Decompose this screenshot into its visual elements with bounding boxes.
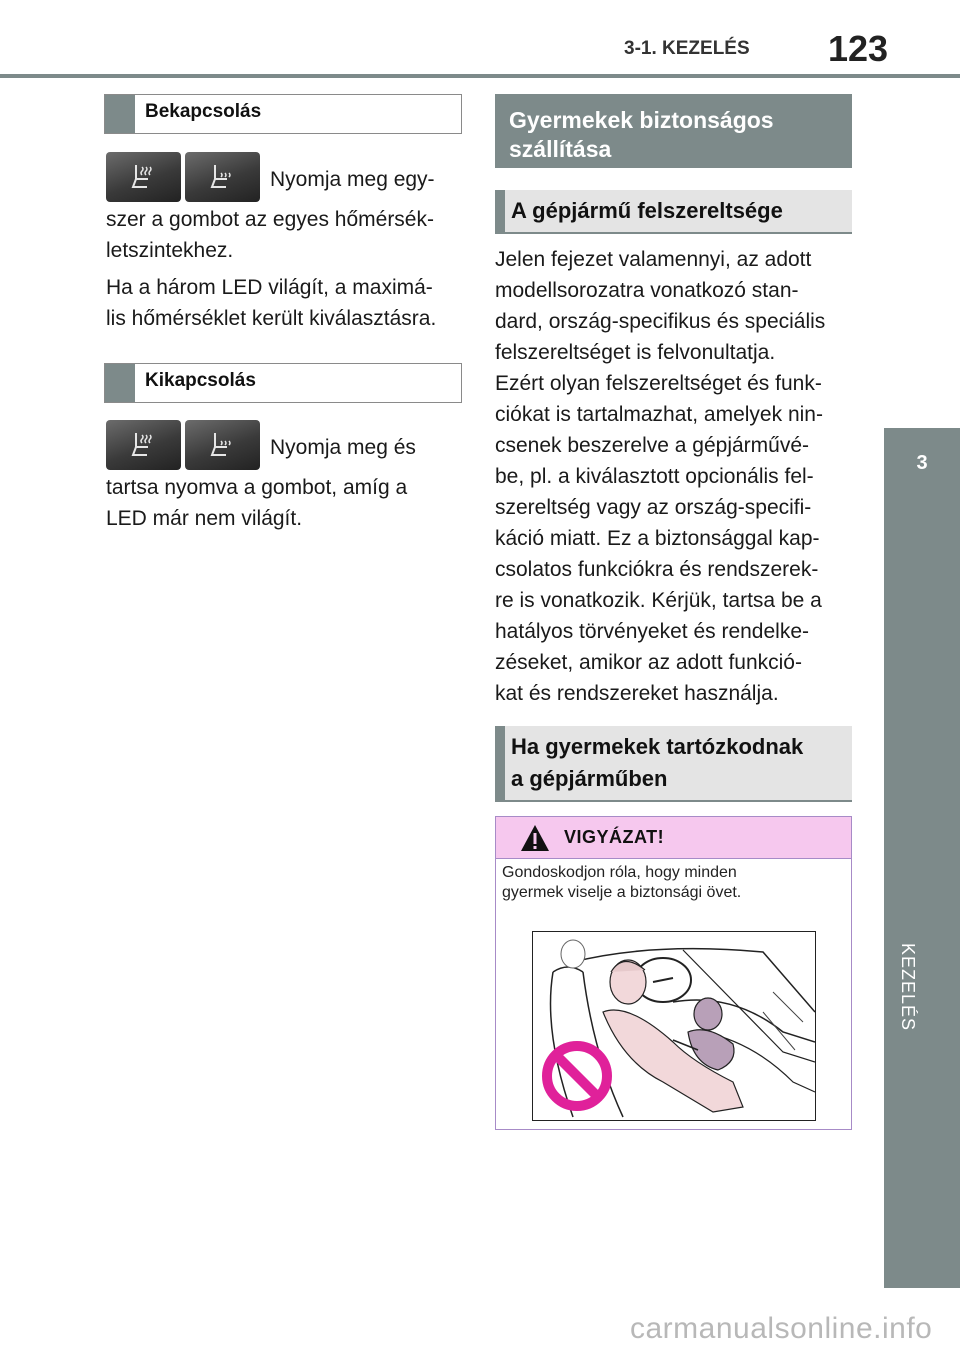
- equipment-heading-bar: [495, 190, 505, 232]
- on-note-2: lis hőmérséklet került kiválasztásra.: [106, 307, 437, 330]
- seat-heat-icon: [130, 431, 156, 459]
- children-heading: [495, 726, 852, 802]
- watermark: carmanualsonline.info: [630, 1312, 933, 1345]
- children-heading-bar: [495, 726, 505, 800]
- chapter-tab: [884, 428, 960, 1288]
- header-rule: [0, 74, 960, 78]
- equip-line: káció miatt. Ez a biztonsággal kap-: [495, 527, 820, 550]
- seat-heat-backrest-button: [185, 152, 260, 202]
- on-text-1: szer a gombot az egyes hőmérsék-: [106, 208, 434, 231]
- chapter-number: 3: [916, 452, 928, 474]
- seat-heating-buttons-on: [106, 152, 260, 202]
- equip-line: szereltség vagy az ország-specifi-: [495, 496, 812, 519]
- subheading-on-title: Bekapcsolás: [145, 101, 262, 122]
- warning-triangle-icon: [520, 824, 550, 852]
- equip-line: hatályos törvényeket és rendelke-: [495, 620, 810, 643]
- seat-heat-backrest-button: [185, 420, 260, 470]
- equip-line: re is vonatkozik. Kérjük, tartsa be a: [495, 589, 822, 612]
- equip-line: Jelen fejezet valamennyi, az adott: [495, 248, 812, 271]
- car-interior-illustration: [533, 932, 815, 1120]
- off-text-1: tartsa nyomva a gombot, amíg a: [106, 476, 408, 499]
- seat-heat-button: [106, 420, 181, 470]
- warning-title: VIGYÁZAT!: [564, 827, 665, 847]
- seat-heat-icon: [130, 163, 156, 191]
- equipment-heading-title: A gépjármű felszereltsége: [511, 198, 783, 223]
- equip-line: csenek beszerelve a gépjárművé-: [495, 434, 809, 457]
- on-line1: Nyomja meg egy-: [270, 168, 435, 191]
- chapter-label: KEZELÉS: [898, 943, 918, 1032]
- section-heading-line1: Gyermekek biztonságos: [509, 107, 774, 133]
- equip-line: csolatos funkciókra és rendszerek-: [495, 558, 819, 581]
- off-line1: Nyomja meg és: [270, 436, 416, 459]
- seat-heat-backrest-icon: [209, 163, 235, 191]
- children-heading-line2: a gépjárműben: [511, 766, 668, 791]
- section-heading-line2: szállítása: [509, 136, 612, 162]
- seat-heating-buttons-off: [106, 420, 260, 470]
- page-number: 123: [828, 28, 889, 69]
- subheading-off: [104, 363, 462, 403]
- equip-line: felszereltséget is felvonultatja.: [495, 341, 776, 364]
- seat-heat-backrest-icon: [209, 431, 235, 459]
- subheading-off-title: Kikapcsolás: [145, 370, 256, 391]
- off-text-2: LED már nem világít.: [106, 507, 303, 530]
- equip-line: dard, ország-specifikus és speciális: [495, 310, 826, 333]
- equip-line: ciókat is tartalmazhat, amelyek nin-: [495, 403, 823, 426]
- equipment-text: [495, 244, 855, 709]
- seat-heat-button: [106, 152, 181, 202]
- subheading-on: [104, 94, 462, 134]
- on-note-1: Ha a három LED világít, a maximá-: [106, 276, 433, 299]
- children-heading-line1: Ha gyermekek tartózkodnak: [511, 734, 804, 759]
- warning-text-2: gyermek viselje a biztonsági övet.: [502, 884, 742, 901]
- subheading-bar: [105, 364, 135, 402]
- equip-line: zéseket, amikor az adott funkció-: [495, 651, 802, 674]
- warning-box: [495, 816, 852, 1130]
- warning-header: [496, 817, 851, 859]
- on-text-2: letszintekhez.: [106, 239, 234, 262]
- warning-text-1: Gondoskodjon róla, hogy minden: [502, 864, 737, 881]
- equip-line: modellsorozatra vonatkozó stan-: [495, 279, 799, 302]
- equip-line: be, pl. a kiválasztott opcionális fel-: [495, 465, 814, 488]
- child-on-lap-illustration: [532, 931, 816, 1121]
- section-heading: [495, 94, 852, 168]
- subheading-bar: [105, 95, 135, 133]
- equip-line: Ezért olyan felszereltséget és funk-: [495, 372, 822, 395]
- equipment-heading: [495, 190, 852, 234]
- equip-line: kat és rendszereket használja.: [495, 682, 779, 705]
- section-title: 3-1. KEZELÉS: [624, 38, 750, 59]
